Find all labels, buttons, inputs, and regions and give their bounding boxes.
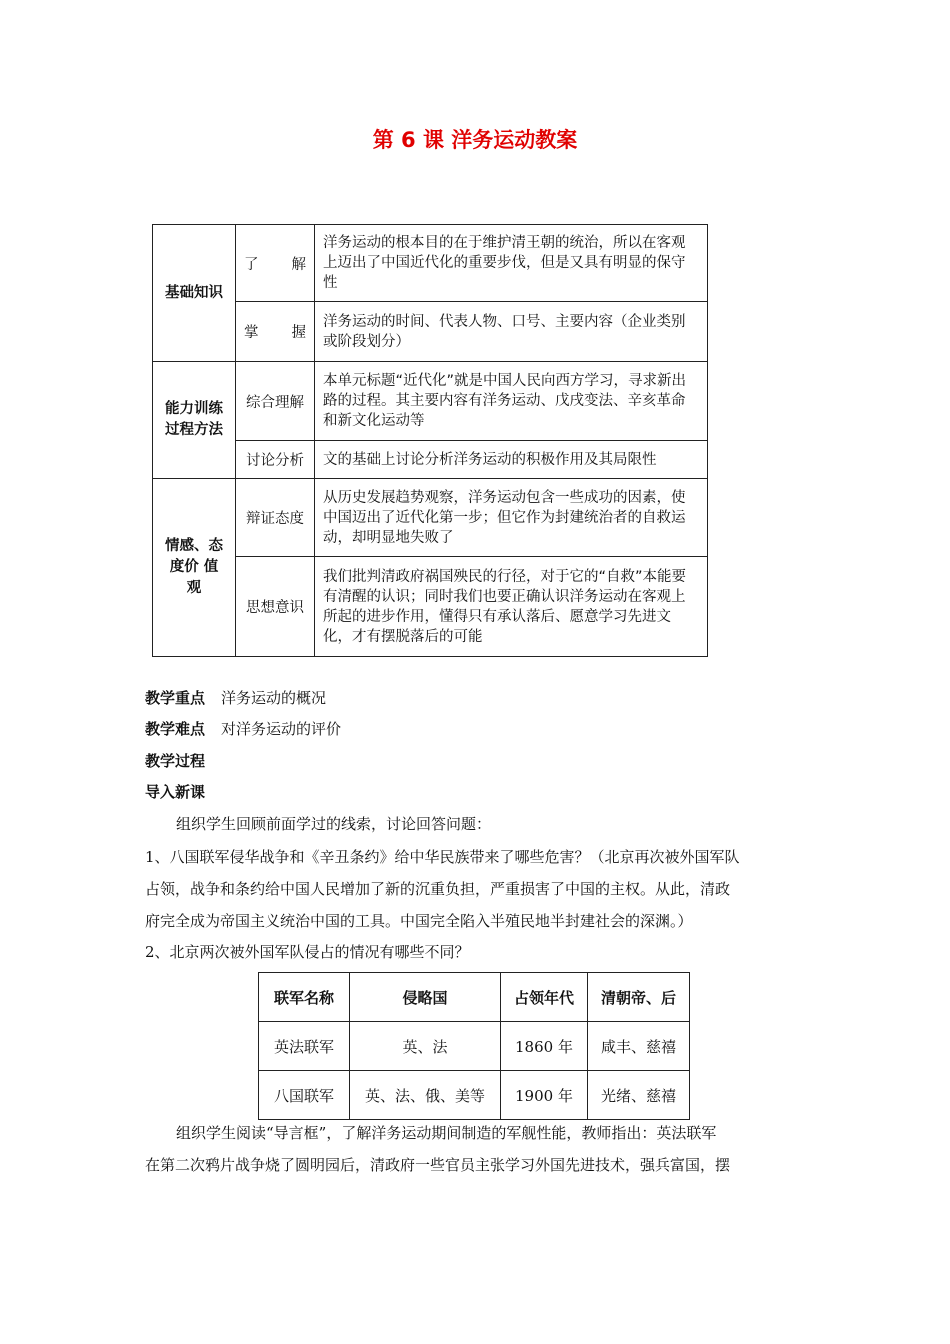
difficulty-text: 对洋务运动的评价 bbox=[221, 720, 342, 738]
table-cell: 光绪、慈禧 bbox=[588, 1071, 690, 1120]
occupation-comparison-table bbox=[258, 972, 690, 1120]
table-cell: 咸丰、慈禧 bbox=[588, 1022, 690, 1071]
table-row bbox=[153, 362, 708, 441]
category-cell: 基础知识 bbox=[153, 225, 236, 362]
table-cell: 英、法、俄、美等 bbox=[350, 1071, 501, 1120]
paragraph-line: 在第二次鸦片战争烧了圆明园后，清政府一些官员主张学习外国先进技术，强兵富国，摆 bbox=[145, 1156, 731, 1174]
intro-heading: 导入新课 bbox=[145, 783, 206, 801]
table-cell: 1900 年 bbox=[501, 1071, 588, 1120]
table-row bbox=[259, 1022, 690, 1071]
paragraph: 组织学生回顾前面学过的线索，讨论回答问题： bbox=[176, 815, 492, 833]
process-heading: 教学过程 bbox=[145, 752, 206, 770]
difficulty-line bbox=[145, 719, 341, 739]
subcategory-cell: 讨论分析 bbox=[236, 441, 315, 479]
category-cell: 能力训练 过程方法 bbox=[153, 362, 236, 479]
question-1-line: 1、八国联军侵华战争和《辛丑条约》给中华民族带来了哪些危害？（北京再次被外国军队 bbox=[145, 848, 740, 866]
page-title: 第 6 课 洋务运动教案 bbox=[372, 128, 578, 152]
table-row bbox=[153, 557, 708, 657]
table-row bbox=[153, 225, 708, 302]
column-header: 清朝帝、后 bbox=[588, 973, 690, 1022]
column-header: 联军名称 bbox=[259, 973, 350, 1022]
description-cell: 文的基础上讨论分析洋务运动的积极作用及其局限性 bbox=[315, 441, 708, 479]
description-cell: 本单元标题“近代化”就是中国人民向西方学习，寻求新出路的过程。其主要内容有洋务运动、戊戌变法、辛亥革命和新文化运动等 bbox=[315, 362, 708, 441]
description-cell: 从历史发展趋势观察，洋务运动包含一些成功的因素，使中国迈出了近代化第一步；但它作为封建统治者的自救运动，却明显地失败了 bbox=[315, 479, 708, 557]
description-cell: 我们批判清政府祸国殃民的行径，对于它的“自救”本能要有清醒的认识；同时我们也要正确认识洋务运动在客观上所起的进步作用，懂得只有承认落后、愿意学习先进文化，才有摆脱落后的可能 bbox=[315, 557, 708, 657]
table-header-row bbox=[259, 973, 690, 1022]
subcategory-cell: 思想意识 bbox=[236, 557, 315, 657]
column-header: 占领年代 bbox=[501, 973, 588, 1022]
objectives-table bbox=[152, 224, 708, 657]
paragraph-line: 组织学生阅读“导言框”，了解洋务运动期间制造的军舰性能，教师指出：英法联军 bbox=[176, 1124, 717, 1142]
question-2: 2、北京两次被外国军队侵占的情况有哪些不同？ bbox=[145, 943, 470, 961]
subcategory-cell: 综合理解 bbox=[236, 362, 315, 441]
key-point-label: 教学重点 bbox=[145, 689, 206, 707]
subcategory-cell: 掌 握 bbox=[236, 302, 315, 362]
table-cell: 八国联军 bbox=[259, 1071, 350, 1120]
table-row bbox=[259, 1071, 690, 1120]
table-row bbox=[153, 302, 708, 362]
table-cell: 1860 年 bbox=[501, 1022, 588, 1071]
description-cell: 洋务运动的时间、代表人物、口号、主要内容（企业类别或阶段划分） bbox=[315, 302, 708, 362]
table-cell: 英、法 bbox=[350, 1022, 501, 1071]
difficulty-label: 教学难点 bbox=[145, 720, 206, 738]
question-1-line: 占领，战争和条约给中国人民增加了新的沉重负担，严重损害了中国的主权。从此，清政 bbox=[145, 880, 731, 898]
table-row bbox=[153, 441, 708, 479]
subcategory-cell: 辩证态度 bbox=[236, 479, 315, 557]
table-row bbox=[153, 479, 708, 557]
category-cell: 情感、态 度价 值 观 bbox=[153, 479, 236, 657]
column-header: 侵略国 bbox=[350, 973, 501, 1022]
question-1-line: 府完全成为帝国主义统治中国的工具。中国完全陷入半殖民地半封建社会的深渊。） bbox=[145, 912, 693, 930]
table-cell: 英法联军 bbox=[259, 1022, 350, 1071]
key-point-line bbox=[145, 688, 326, 708]
key-point-text: 洋务运动的概况 bbox=[221, 689, 327, 707]
subcategory-cell: 了 解 bbox=[236, 225, 315, 302]
description-cell: 洋务运动的根本目的在于维护清王朝的统治，所以在客观上迈出了中国近代化的重要步伐，但是又具有明显的保守性 bbox=[315, 225, 708, 302]
